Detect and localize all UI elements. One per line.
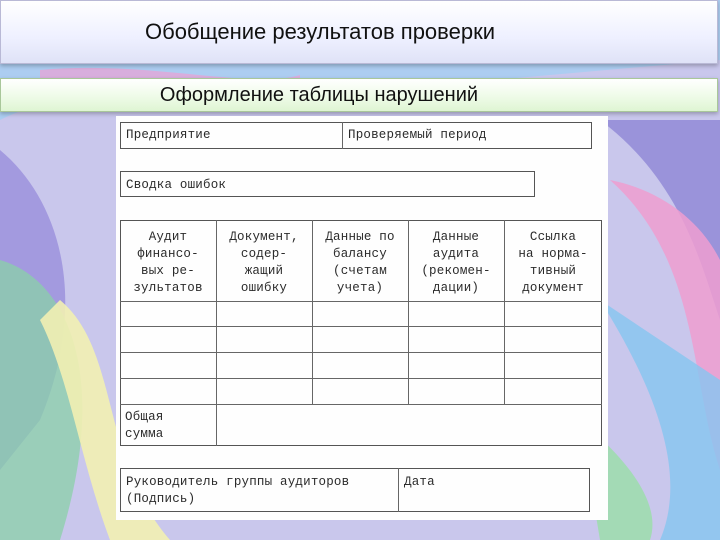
leader-signature-label: Руководитель группы аудиторов (Подпись) (126, 475, 350, 506)
date-label: Дата (404, 475, 435, 489)
slide-subtitle-bar (0, 78, 718, 112)
period-label: Проверяемый период (348, 128, 487, 142)
violations-table-form (116, 116, 608, 520)
column-header-audit: Аудит финансо- вых ре- зультатов (133, 230, 203, 295)
error-summary-label: Сводка ошибок (126, 178, 227, 192)
column-header-audit-data: Данные аудита (рекомен- дации) (421, 230, 491, 295)
slide-subtitle: Оформление таблицы нарушений (159, 83, 479, 106)
enterprise-label: Предприятие (126, 128, 211, 142)
column-header-balance: Данные по балансу (счетам учета) (325, 230, 395, 295)
slide-title: Обобщение результатов проверки (144, 19, 495, 44)
column-header-reference: Ссылка на норма- тивный документ (518, 230, 588, 295)
column-header-document: Документ, содер- жащий ошибку (229, 230, 299, 295)
total-sum-label: Общая сумма (125, 410, 164, 441)
slide-title-bar (0, 0, 718, 64)
